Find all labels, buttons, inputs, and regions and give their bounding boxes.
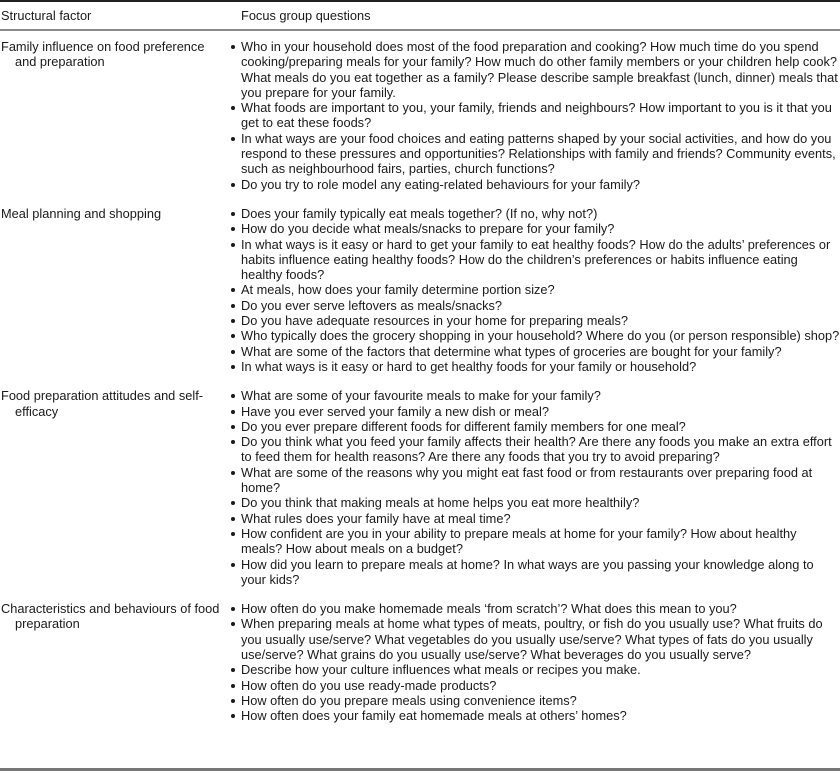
- structural-factor: Meal planning and shopping: [1, 205, 162, 221]
- question-item: In what ways is it easy or hard to get your family to eat healthy foods? How do the adults’ preferences or habits influence eating healthy foods? How do the children’s preferences or habits influence eating healthy foods?: [229, 237, 840, 283]
- structural-factor: Characteristics and behaviours of food preparation: [1, 601, 220, 632]
- question-item: When preparing meals at home what types of meats, poultry, or fish do you usually use? What fruits do you usually use/serve? What vegetables do you usually use/serve? What types of fats do you usually use/serve? What grains do you usually use/serve? What beverages do you usually serve?: [229, 616, 840, 662]
- question-item: How do you decide what meals/snacks to prepare for your family?: [229, 221, 840, 236]
- question-item: How confident are you in your ability to prepare meals at home for your family? How about healthy meals? How about meals on a budget?: [229, 526, 840, 557]
- question-list: [229, 206, 840, 374]
- question-list: [229, 39, 840, 192]
- question-item: What are some of the reasons why you might eat fast food or from restaurants over preparing food at home?: [229, 465, 840, 496]
- question-list: [229, 388, 840, 587]
- question-item: Who in your household does most of the food preparation and cooking? How much time do you spend cooking/preparing meals for your family? How much do other family members or your children help cook? What meals do you eat together as a family? Please describe sample breakfast (lunch, dinner) meals that you prepare for your family.: [229, 39, 840, 100]
- question-item: Have you ever served your family a new dish or meal?: [229, 404, 840, 419]
- question-item: Describe how your culture influences what meals or recipes you make.: [229, 662, 840, 677]
- table-row: [0, 587, 840, 723]
- question-item: In what ways is it easy or hard to get healthy foods for your family or household?: [229, 359, 840, 374]
- question-item: What are some of your favourite meals to make for your family?: [229, 388, 840, 403]
- question-item: How often does your family eat homemade meals at others’ homes?: [229, 708, 840, 723]
- table-row: [0, 31, 840, 192]
- question-item: At meals, how does your family determine portion size?: [229, 282, 840, 297]
- question-item: Do you have adequate resources in your home for preparing meals?: [229, 313, 840, 328]
- question-item: How often do you use ready-made products?: [229, 678, 840, 693]
- header-focus-group-questions: Focus group questions: [241, 8, 371, 24]
- table-body: [0, 31, 840, 723]
- question-item: What are some of the factors that determine what types of groceries are bought for your family?: [229, 344, 840, 359]
- bottom-rule: [0, 768, 840, 771]
- question-item: Do you try to role model any eating-related behaviours for your family?: [229, 177, 840, 192]
- question-item: Does your family typically eat meals together? (If no, why not?): [229, 206, 840, 221]
- table-row: [0, 192, 840, 374]
- question-item: How did you learn to prepare meals at home? In what ways are you passing your knowledge along to your kids?: [229, 557, 840, 588]
- question-item: What rules does your family have at meal time?: [229, 511, 840, 526]
- question-item: In what ways are your food choices and eating patterns shaped by your social activities, and how do you respond to these pressures and opportunities? Relationships with family and friends? Community events, such as neighbourhood fairs, parties, church functions?: [229, 131, 840, 177]
- question-item: How often do you make homemade meals ‘from scratch’? What does this mean to you?: [229, 601, 840, 616]
- question-item: Do you think that making meals at home helps you eat more healthily?: [229, 495, 840, 510]
- question-item: What foods are important to you, your family, friends and neighbours? How important to you is it that you get to eat these foods?: [229, 100, 840, 131]
- header-structural-factor: Structural factor: [1, 8, 92, 24]
- table-header: [0, 2, 840, 29]
- structural-factor: Family influence on food preference and preparation: [1, 39, 205, 70]
- question-item: Do you ever serve leftovers as meals/snacks?: [229, 298, 840, 313]
- question-item: Do you ever prepare different foods for different family members for one meal?: [229, 419, 840, 434]
- question-item: Do you think what you feed your family affects their health? Are there any foods you make an extra effort to feed them for health reasons? Are there any foods that you try to avoid preparing?: [229, 434, 840, 465]
- question-list: [229, 601, 840, 723]
- table-row: [0, 374, 840, 587]
- question-item: Who typically does the grocery shopping in your household? Where do you (or person responsible) shop?: [229, 328, 840, 343]
- structural-factor: Food preparation attitudes and self-efficacy: [1, 388, 204, 419]
- question-item: How often do you prepare meals using convenience items?: [229, 693, 840, 708]
